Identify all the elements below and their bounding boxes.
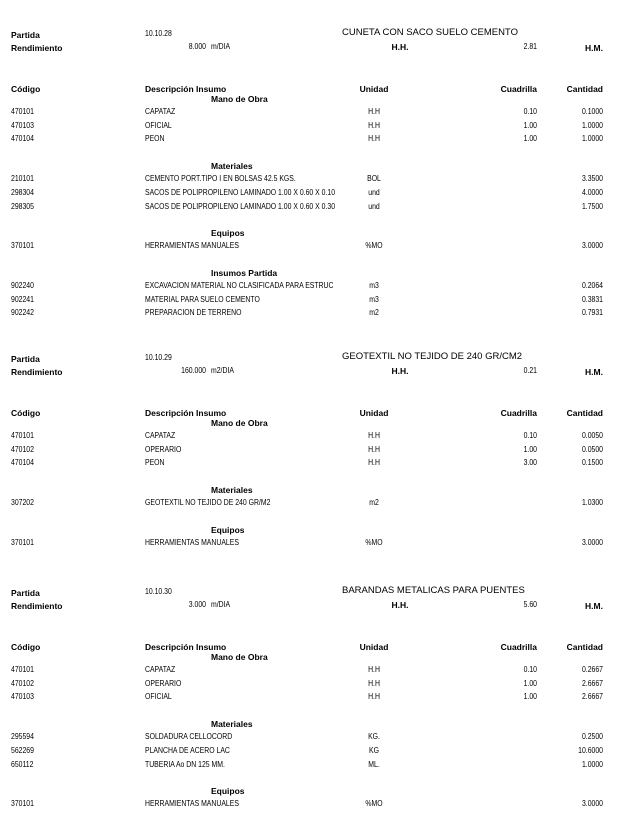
section-heading: Insumos Partida — [211, 267, 278, 278]
row-unit: H.H — [368, 678, 380, 688]
partida-label: Partida — [11, 588, 40, 598]
row-code: 650112 — [11, 759, 34, 769]
row-cantidad: 0.1500 — [581, 458, 603, 468]
hm-label: H.M. — [585, 367, 603, 377]
row-description: PLANCHA DE ACERO LAC — [145, 745, 230, 755]
row-code: 902240 — [11, 280, 34, 290]
col-cantidad: Cantidad — [566, 642, 603, 652]
rendimiento-label: Rendimiento — [11, 367, 63, 377]
section-heading: Mano de Obra — [211, 94, 268, 104]
row-cantidad: 0.2667 — [581, 665, 603, 674]
col-cuadrilla: Cuadrilla — [500, 408, 537, 418]
row-cuadrilla: 0.10 — [523, 107, 537, 116]
row-code: 470103 — [11, 692, 34, 702]
partida-title: CUNETA CON SACO SUELO CEMENTO — [342, 27, 518, 38]
row-unit: H.H — [368, 431, 380, 440]
hm-label: H.M. — [585, 43, 603, 53]
row-code: 470104 — [11, 134, 34, 144]
row-description: GEOTEXTIL NO TEJIDO DE 240 GR/M2 — [145, 498, 271, 508]
row-description: CAPATAZ — [145, 665, 176, 674]
row-cantidad: 4.0000 — [581, 187, 603, 197]
row-cuadrilla: 0.10 — [523, 665, 537, 674]
row-unit: %MO — [365, 537, 383, 547]
hh-value: 0.21 — [523, 366, 537, 375]
partida-code: 10.10.28 — [145, 29, 172, 38]
row-cantidad: 0.0500 — [581, 444, 603, 454]
row-cantidad: 2.6667 — [581, 692, 603, 702]
section-heading: Equipos — [211, 524, 245, 535]
row-description: TUBERIA Ao DN 125 MM. — [145, 759, 225, 769]
col-unidad: Unidad — [359, 84, 389, 94]
row-cantidad: 0.1000 — [581, 107, 603, 116]
row-cantidad: 0.2500 — [581, 732, 603, 742]
partida-code: 10.10.29 — [145, 353, 172, 362]
row-unit: m2 — [369, 308, 379, 318]
row-cuadrilla: 1.00 — [523, 134, 537, 144]
rendimiento-unit: m/DIA — [211, 42, 231, 51]
row-code: 298305 — [11, 201, 34, 211]
row-cantidad: 1.0300 — [581, 498, 603, 508]
section-heading: Mano de Obra — [211, 418, 268, 428]
section-heading: Equipos — [211, 228, 245, 239]
row-cuadrilla: 1.00 — [523, 678, 537, 688]
row-code: 370101 — [11, 799, 34, 809]
row-cuadrilla: 3.00 — [523, 458, 537, 468]
row-unit: H.H — [368, 458, 380, 468]
row-cantidad: 2.6667 — [581, 678, 603, 688]
row-description: OPERARIO — [145, 444, 182, 454]
row-description: OFICIAL — [145, 692, 172, 702]
row-description: PEON — [145, 458, 165, 468]
row-description: MATERIAL PARA SUELO CEMENTO — [145, 294, 260, 304]
row-description: OFICIAL — [145, 120, 172, 130]
row-code: 902241 — [11, 294, 34, 304]
row-unit: BOL — [367, 174, 381, 184]
row-code: 470102 — [11, 444, 34, 454]
col-descripcion: Descripción Insumo — [145, 642, 227, 652]
partida-title: GEOTEXTIL NO TEJIDO DE 240 GR/CM2 — [342, 351, 523, 362]
hh-value: 2.81 — [523, 42, 537, 51]
row-code: 295594 — [11, 732, 34, 742]
hm-label: H.M. — [585, 601, 603, 611]
rendimiento-label: Rendimiento — [11, 601, 63, 611]
partida-label: Partida — [11, 30, 40, 40]
partida-code: 10.10.30 — [145, 587, 172, 596]
row-cantidad: 0.3831 — [581, 294, 603, 304]
row-cantidad: 1.0000 — [581, 134, 603, 144]
section-heading: Mano de Obra — [211, 652, 268, 662]
row-cantidad: 1.0000 — [581, 120, 603, 130]
row-code: 470102 — [11, 678, 34, 688]
row-unit: H.H — [368, 107, 380, 116]
row-code: 370101 — [11, 537, 34, 547]
row-description: HERRAMIENTAS MANUALES — [145, 537, 239, 547]
section-heading: Equipos — [211, 786, 245, 797]
col-codigo: Código — [11, 84, 41, 94]
row-cuadrilla: 1.00 — [523, 120, 537, 130]
row-unit: %MO — [365, 241, 383, 251]
hh-value: 5.60 — [523, 600, 537, 609]
col-descripcion: Descripción Insumo — [145, 84, 227, 94]
row-unit: m2 — [369, 498, 379, 508]
section-heading: Materiales — [211, 161, 253, 172]
row-description: SACOS DE POLIPROPILENO LAMINADO 1.00 X 0.60 X 0.30 — [145, 201, 336, 211]
row-description: SOLDADURA CELLOCORD — [145, 732, 233, 742]
row-unit: ML. — [368, 759, 380, 769]
col-cuadrilla: Cuadrilla — [500, 84, 537, 94]
row-description: CAPATAZ — [145, 107, 176, 116]
col-codigo: Código — [11, 642, 41, 652]
row-description: HERRAMIENTAS MANUALES — [145, 799, 239, 809]
row-code: 298304 — [11, 187, 34, 197]
row-description: OPERARIO — [145, 678, 182, 688]
row-unit: H.H — [368, 665, 380, 674]
rendimiento-value: 3.000 — [188, 600, 206, 609]
row-description: SACOS DE POLIPROPILENO LAMINADO 1.00 X 0.60 X 0.10 — [145, 187, 336, 197]
row-description: CEMENTO PORT.TIPO I EN BOLSAS 42.5 KGS. — [145, 174, 296, 184]
row-unit: KG. — [368, 732, 380, 742]
row-code: 370101 — [11, 241, 34, 251]
row-description: PEON — [145, 134, 165, 144]
row-description: EXCAVACION MATERIAL NO CLASIFICADA PARA ESTRUC — [145, 280, 334, 290]
col-cantidad: Cantidad — [566, 408, 603, 418]
row-description: PREPARACION DE TERRENO — [145, 308, 242, 318]
row-cantidad: 3.3500 — [581, 174, 603, 184]
row-code: 470101 — [11, 665, 34, 674]
partida-label: Partida — [11, 354, 40, 364]
row-code: 470104 — [11, 458, 34, 468]
row-unit: m3 — [369, 280, 379, 290]
col-unidad: Unidad — [359, 408, 389, 418]
row-cuadrilla: 1.00 — [523, 444, 537, 454]
row-description: CAPATAZ — [145, 431, 176, 440]
hh-label: H.H. — [391, 42, 409, 52]
section-heading: Materiales — [211, 485, 253, 496]
row-cantidad: 3.0000 — [581, 241, 603, 251]
col-cantidad: Cantidad — [566, 84, 603, 94]
row-unit: H.H — [368, 134, 380, 144]
row-code: 470101 — [11, 107, 34, 116]
rendimiento-unit: m2/DIA — [211, 366, 234, 375]
row-code: 210101 — [11, 174, 34, 184]
row-unit: KG — [369, 745, 379, 755]
row-code: 470101 — [11, 431, 34, 440]
col-cuadrilla: Cuadrilla — [500, 642, 537, 652]
row-code: 470103 — [11, 120, 34, 130]
row-unit: und — [368, 187, 380, 197]
row-cuadrilla: 0.10 — [523, 431, 537, 440]
row-unit: H.H — [368, 692, 380, 702]
row-unit: und — [368, 201, 380, 211]
col-unidad: Unidad — [359, 642, 389, 652]
section-heading: Materiales — [211, 719, 253, 730]
row-unit: H.H — [368, 444, 380, 454]
rendimiento-value: 8.000 — [188, 42, 206, 51]
rendimiento-value: 160.000 — [181, 366, 206, 375]
row-cantidad: 10.6000 — [578, 745, 603, 755]
row-unit: m3 — [369, 294, 379, 304]
col-codigo: Código — [11, 408, 41, 418]
row-unit: H.H — [368, 120, 380, 130]
row-code: 307202 — [11, 498, 34, 508]
row-cantidad: 0.2064 — [581, 280, 603, 290]
row-code: 562269 — [11, 745, 34, 755]
row-cuadrilla: 1.00 — [523, 692, 537, 702]
row-cantidad: 0.7931 — [581, 308, 603, 318]
col-descripcion: Descripción Insumo — [145, 408, 227, 418]
partida-title: BARANDAS METALICAS PARA PUENTES — [342, 585, 525, 596]
row-unit: %MO — [365, 799, 383, 809]
row-cantidad: 1.0000 — [581, 759, 603, 769]
rendimiento-unit: m/DIA — [211, 600, 231, 609]
hh-label: H.H. — [391, 366, 409, 376]
row-cantidad: 3.0000 — [581, 537, 603, 547]
row-description: HERRAMIENTAS MANUALES — [145, 241, 239, 251]
row-cantidad: 0.0050 — [581, 431, 603, 440]
row-cantidad: 3.0000 — [581, 799, 603, 809]
row-cantidad: 1.7500 — [581, 201, 603, 211]
row-code: 902242 — [11, 308, 34, 318]
rendimiento-label: Rendimiento — [11, 43, 63, 53]
hh-label: H.H. — [391, 600, 409, 610]
